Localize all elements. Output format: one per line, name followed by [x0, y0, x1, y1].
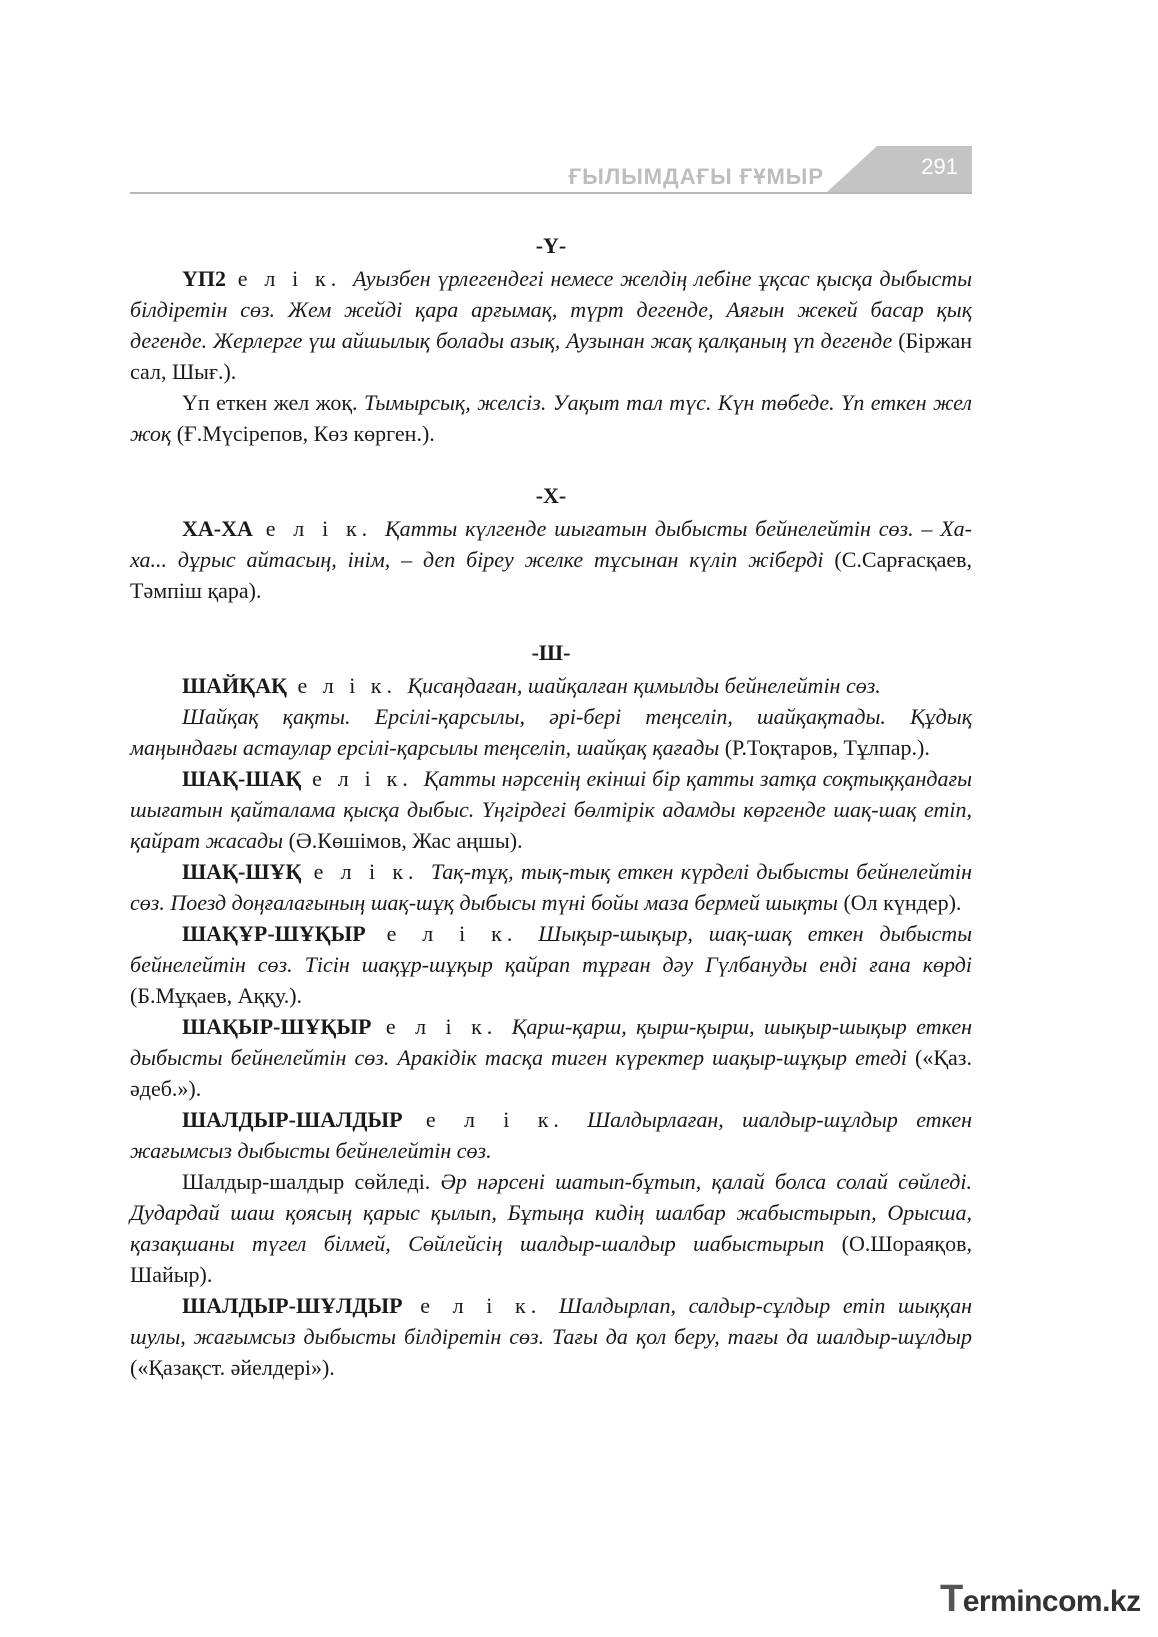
part-of-speech-label: е л і к.: [286, 673, 408, 698]
section-letter-heading: -Ш-: [531, 640, 571, 665]
source-citation: (Біржан сал, Шығ.).: [130, 328, 973, 384]
dictionary-entry: [130, 670, 972, 701]
dictionary-content: [130, 230, 972, 1383]
part-of-speech-label: е л і к.: [301, 766, 424, 791]
page-number: 291: [921, 154, 958, 179]
entry-headword: ШАҚҰР-ШҰҚЫР: [182, 921, 366, 946]
part-of-speech-label: е л і к.: [301, 859, 431, 884]
dictionary-entry: [130, 856, 972, 918]
header-rule: [130, 192, 972, 194]
section-letter-heading: -Х-: [535, 483, 567, 508]
source-citation: («Қаз. әдеб.»).: [130, 1045, 972, 1101]
dictionary-entry: [130, 1104, 972, 1166]
source-citation: (Ғ.Мүсірепов, Көз көрген.).: [171, 421, 435, 446]
dictionary-entry: [130, 1290, 972, 1383]
running-header: [130, 146, 972, 194]
entry-definition: Қатты нәрсенің екінші бір қатты затқа соқтыққандағы шығатын қайталама қысқа дыбыс. Үңгірдегі бөлтірік адамды көргенде шақ-шақ етіп, қайрат жасады: [130, 766, 972, 853]
entry-headword: ХА-ХА: [182, 516, 253, 541]
entry-definition: Шықыр-шықыр, шақ-шақ еткен дыбысты бейнелейтін сөз. Тісін шақұр-шұқыр қайрап тұрған дәу Гүлбануды енді ғана көрді: [130, 921, 973, 977]
watermark-t-mark: T: [940, 1578, 963, 1620]
part-of-speech-label: е л і к.: [252, 516, 385, 541]
entry-definition: Шайқақ қақты. Ерсілі-қарсылы, әрі-бері теңселіп, шайқақтады. Құдық маңындағы астаулар ерсілі-қарсылы теңселіп, шайқақ қағады: [130, 704, 972, 760]
part-of-speech-label: е л і к.: [365, 921, 539, 946]
source-citation: («Қазақст. әйелдері»).: [130, 1355, 335, 1380]
dictionary-entry: [130, 513, 972, 606]
section-letter-heading: -Ү-: [535, 233, 567, 258]
watermark-text: ermincom.kz: [962, 1585, 1141, 1618]
dictionary-entry: [130, 1166, 972, 1290]
entry-headword: ШАЙҚАҚ: [182, 673, 287, 698]
dictionary-entry: [130, 701, 972, 763]
dictionary-entry: [130, 1011, 972, 1104]
source-citation: (Р.Тоқтаров, Тұлпар.).: [719, 735, 930, 760]
entry-definition: Қатты күлгенде шығатын дыбысты бейнелейтін сөз. – Ха-ха... дұрыс айтасың, інім, – деп біреу желке тұсынан күліп жіберді: [130, 516, 972, 572]
entry-definition: Тақ-тұқ, тық-тық еткен күрделі дыбысты бейнелейтін сөз. Поезд доңғалағының шақ-шұқ дыбысы түні бойы маза бермей шықты: [130, 859, 972, 915]
entry-headword: ШАҚ-ШҰҚ: [182, 859, 302, 884]
source-citation: (Ә.Көшімов, Жас аңшы).: [283, 828, 523, 853]
running-header-title: ҒЫЛЫМДАҒЫ ҒҰМЫР: [568, 164, 824, 189]
dictionary-entry: [130, 387, 972, 449]
part-of-speech-label: е л і к.: [402, 1107, 588, 1132]
dictionary-entry: [130, 918, 972, 1011]
entry-headword: ШАҚ-ШАҚ: [182, 766, 302, 791]
source-citation: (Б.Мұқаев, Аққу.).: [130, 983, 303, 1008]
example-phrase: Шалдыр-шалдыр сөйледі.: [182, 1169, 441, 1194]
dictionary-entry: [130, 763, 972, 856]
source-citation: (О.Шораяқов, Шайыр).: [130, 1231, 972, 1287]
part-of-speech-label: е л і к.: [226, 266, 354, 291]
entry-definition: Шалдырлап, салдыр-сұлдыр етіп шыққан шулы, жағымсыз дыбысты білдіретін сөз. Тағы да қол беру, тағы да шалдыр-шұлдыр: [130, 1293, 972, 1349]
dictionary-entry: [130, 263, 972, 387]
entry-headword: ШАҚЫР-ШҰҚЫР: [182, 1014, 372, 1039]
entry-definition: Қарш-қарш, қырш-қырш, шықыр-шықыр еткен дыбысты бейнелейтін сөз. Аракідік тасқа тиген күректер шақыр-шұқыр етеді: [130, 1014, 972, 1070]
part-of-speech-label: е л і к.: [371, 1014, 512, 1039]
entry-definition: Тымырсық, желсіз. Уақыт тал түс. Күн төбеде. Үп еткен жел жоқ: [130, 390, 972, 446]
entry-definition: Қисаңдаған, шайқалған қимылды бейнелейтін сөз.: [407, 673, 881, 698]
entry-headword: ШАЛДЫР-ШҰЛДЫР: [182, 1293, 403, 1318]
part-of-speech-label: е л і к.: [402, 1293, 559, 1318]
entry-definition: Әр нәрсені шатып-бұтып, қалай болса солай сөйледі. Дудардай шаш қоясың қарыс қылып, Бұтыңа кидің шалбар жабыстырып, Орысша, қазақшаны түгел білмей, Сөйлейсің шалдыр-шалдыр шабыстырып: [130, 1169, 972, 1256]
site-watermark-logo: [940, 1578, 1141, 1621]
entry-headword: ҮП2: [182, 266, 226, 291]
example-phrase: Үп еткен жел жоқ.: [182, 390, 364, 415]
entry-definition: Ауызбен үрлегендегі немесе желдің лебіне ұқсас қысқа дыбысты білдіретін сөз. Жем жейді қара арғымақ, түрт дегенде, Аяғын жекей басар қық дегенде. Жерлерге үш айшылық болады азық, Аузынан жақ қалқаның үп дегенде: [130, 266, 972, 353]
entry-definition: Шалдырлаған, шалдыр-шұлдыр еткен жағымсыз дыбысты бейнелейтін сөз.: [130, 1107, 972, 1163]
source-citation: (С.Сарғасқаев, Тәмпіш қара).: [130, 547, 972, 603]
source-citation: (Ол күндер).: [837, 890, 962, 915]
entry-headword: ШАЛДЫР-ШАЛДЫР: [182, 1107, 403, 1132]
